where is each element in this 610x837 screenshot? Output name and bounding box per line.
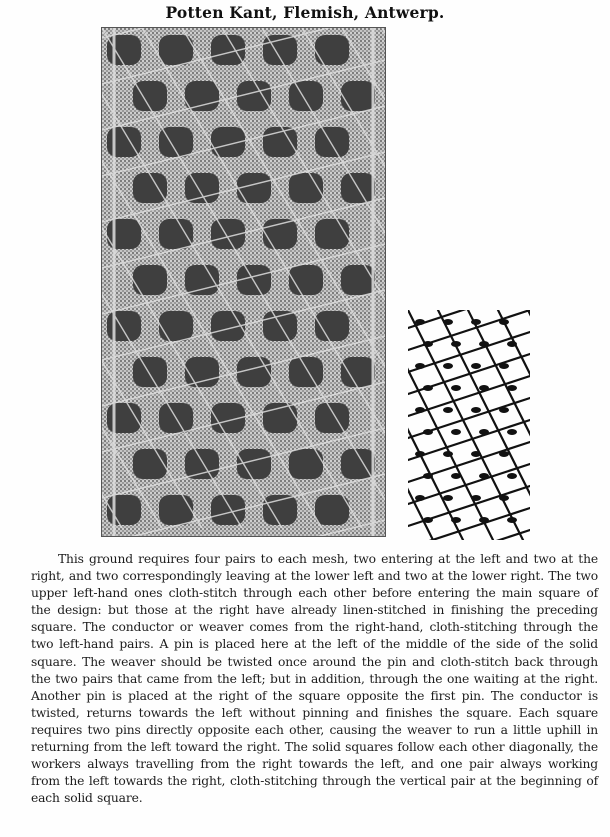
diagram-stitch-line (468, 310, 530, 540)
diagram-pin-knot (451, 429, 461, 435)
diagram-pin-knot (451, 341, 461, 347)
diagram-pin-knot (507, 385, 517, 391)
diagram-stitch-line (528, 310, 530, 540)
mesh-hole (159, 219, 193, 249)
mesh-hole (315, 403, 349, 433)
mesh-hole (341, 81, 375, 111)
diagram-pin-knot (451, 517, 461, 523)
diagram-pin-knot (423, 385, 433, 391)
diagram-pin-knot (443, 451, 453, 457)
page-title: Potten Kant, Flemish, Antwerp. (165, 3, 445, 22)
diagram-pin-knot (415, 451, 425, 457)
diagram-pin-knot (415, 319, 425, 325)
diagram-pin-knot (471, 363, 481, 369)
diagram-pin-knot (479, 385, 489, 391)
mesh-hole (315, 219, 349, 249)
diagram-pin-knot (507, 473, 517, 479)
mesh-hole (315, 35, 349, 65)
diagram-stitch-line (408, 530, 530, 540)
diagram-pin-knot (415, 363, 425, 369)
mesh-hole (289, 265, 323, 295)
diagram-pin-knot (479, 517, 489, 523)
diagram-pin-knot (507, 429, 517, 435)
mesh-hole (133, 357, 167, 387)
diagram-pin-knot (423, 517, 433, 523)
mesh-hole (133, 265, 167, 295)
diagram-pin-knot (507, 341, 517, 347)
mesh-hole (315, 495, 349, 525)
diagram-pin-knot (499, 407, 509, 413)
diagram-pin-knot (499, 495, 509, 501)
diagram-pin-knot (499, 363, 509, 369)
diagram-stitch-line (408, 464, 530, 504)
diagram-pin-knot (443, 495, 453, 501)
diagram-pin-knot (471, 407, 481, 413)
diagram-pin-knot (499, 319, 509, 325)
diagram-pin-knot (451, 473, 461, 479)
mesh-hole (107, 35, 141, 65)
diagram-pin-knot (471, 319, 481, 325)
diagram-pin-knot (471, 451, 481, 457)
mesh-hole (341, 265, 375, 295)
mesh-hole (133, 173, 167, 203)
diagram-pin-knot (451, 385, 461, 391)
diagram-pin-knot (415, 495, 425, 501)
diagram-pin-knot (499, 451, 509, 457)
lace-photo-graphic (102, 28, 385, 536)
diagram-pin-knot (443, 407, 453, 413)
mesh-hole (133, 449, 167, 479)
mesh-hole (289, 81, 323, 111)
diagram-pin-knot (471, 495, 481, 501)
diagram-pin-knot (423, 429, 433, 435)
mesh-hole (133, 81, 167, 111)
diagram-pin-knot (479, 429, 489, 435)
mesh-hole (315, 127, 349, 157)
diagram-pin-knot (423, 473, 433, 479)
mesh-hole (159, 311, 193, 341)
diagram-pin-knot (507, 517, 517, 523)
mesh-hole (185, 449, 219, 479)
diagram-pin-knot (443, 319, 453, 325)
mesh-hole (107, 311, 141, 341)
stitch-diagram (408, 310, 530, 540)
mesh-hole (185, 173, 219, 203)
mesh-hole (185, 357, 219, 387)
mesh-hole (159, 35, 193, 65)
diagram-pin-knot (415, 407, 425, 413)
mesh-hole (159, 495, 193, 525)
body-paragraph: This ground requires four pairs to each mesh, two entering at the left and two at the right, and two correspondingly leaving at the lower left and two at the lower right. The two upper left-hand ones cloth-stitch through each other before entering the main square of the design: but those at the right have already linen-stitched in finishing the preceding square. The conductor or weaver comes from the right-hand, cloth-stitching through the two left-hand pairs. A pin is placed here at the left of the middle of the side of the solid square. The weaver should be twisted once around the pin and cloth-stitch back through the two pairs that came from the left; but in addition, through the one waiting at the right. Another pin is placed at the right of the square opposite the first pin. The conductor is twisted, returns towards the left without pinning and finishes the square. Each square requires two pins directly opposite each other, causing the weaver to run a little uphill in returning from the left toward the right. The solid squares follow each other diagonally, the workers always travelling from the right towards the left, and one pair always working from the left towards the right, cloth-stitching through the vertical pair at the beginning of each solid square. (31, 552, 598, 806)
stitch-diagram-graphic (408, 310, 530, 540)
diagram-stitch-line (408, 420, 530, 460)
mesh-hole (185, 81, 219, 111)
lace-photograph (101, 27, 386, 537)
mesh-hole (341, 357, 375, 387)
diagram-pin-knot (423, 341, 433, 347)
mesh-hole (107, 495, 141, 525)
diagram-pin-knot (479, 473, 489, 479)
mesh-hole (289, 357, 323, 387)
diagram-pin-knot (443, 363, 453, 369)
diagram-pin-knot (479, 341, 489, 347)
